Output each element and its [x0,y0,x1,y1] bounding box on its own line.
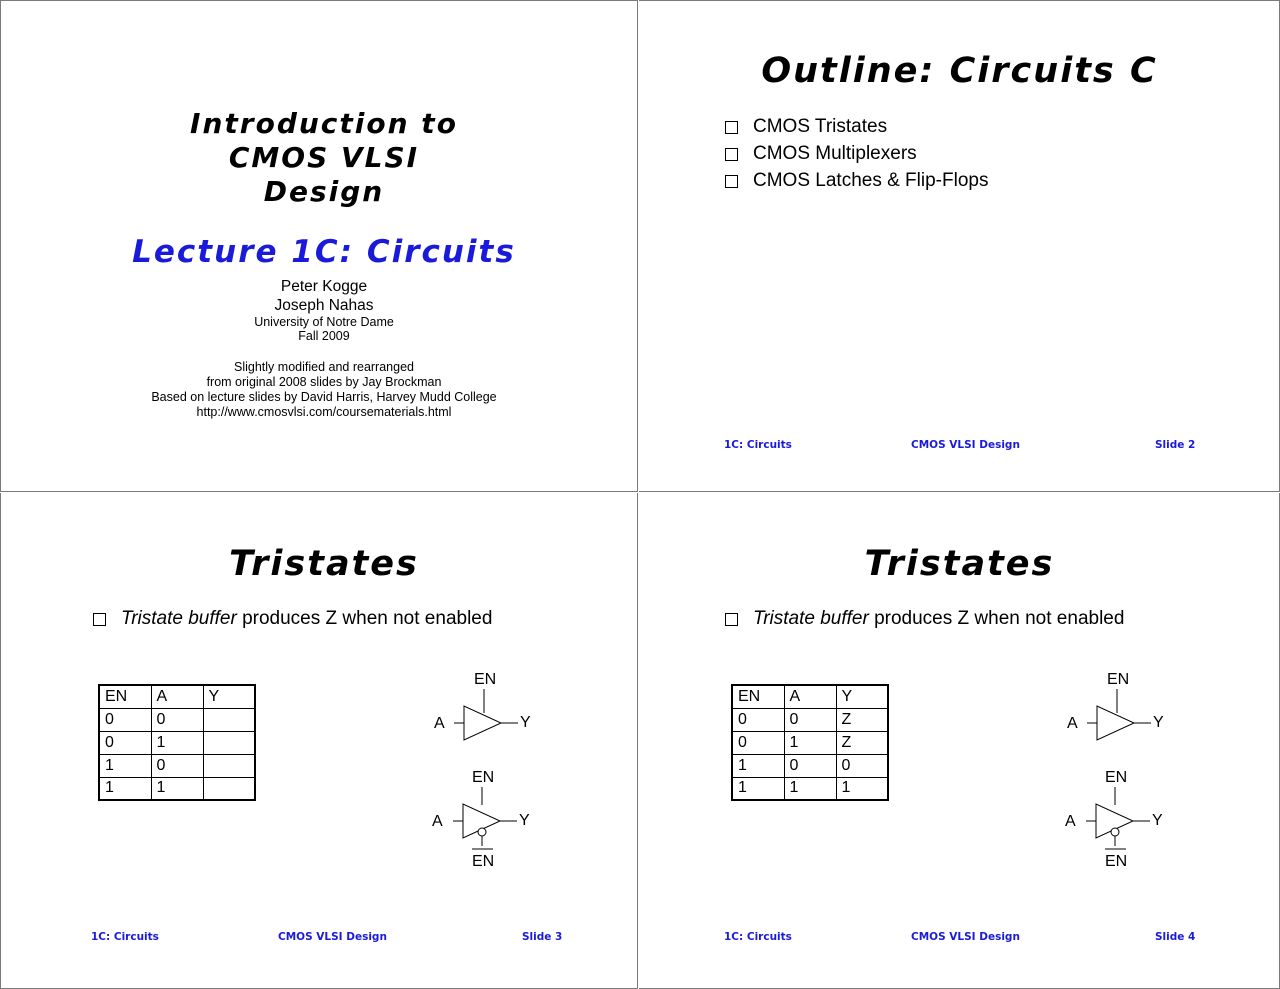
truth-table [731,684,889,801]
table-cell: 0 [732,708,784,731]
buffer-triangle-icon [464,706,501,740]
bullet-item [725,608,1124,630]
table-cell: 1 [99,777,151,800]
en-label: EN [1105,769,1128,786]
table-row [732,777,888,800]
footer-right: Slide 2 [1155,439,1196,451]
table-cell: Z [836,731,888,754]
table-cell: 1 [151,777,203,800]
a-label: A [434,715,445,732]
checkbox-bullet-icon [725,613,738,626]
table-cell: 1 [836,777,888,800]
table-cell: 1 [151,731,203,754]
table-cell: 1 [732,754,784,777]
header-cell: EN [99,685,151,708]
inversion-bubble-icon [1111,828,1119,836]
footer-right: Slide 3 [522,931,563,943]
credit-line-1: Slightly modified and rearranged [234,360,414,374]
table-cell: 0 [151,708,203,731]
bullet-item [725,170,988,192]
checkbox-bullet-icon [725,148,738,161]
table-row [99,777,255,800]
bullet-rest: produces Z when not enabled [868,608,1125,629]
table-row [732,731,888,754]
tristate-symbols [421,668,551,873]
slide-2-outline [639,0,1280,492]
credit-line-3: Based on lecture slides by David Harris, Harvey Mudd College [151,390,497,404]
inversion-bubble-icon [478,828,486,836]
table-header-row [732,685,888,708]
author-1: Peter Kogge [280,278,368,295]
header-cell: Y [203,685,255,708]
y-label: Y [1152,812,1163,829]
bullet-text [121,608,492,630]
table-cell [203,708,255,731]
slide-title: Outline: Circuits C [761,51,1158,91]
table-row [732,708,888,731]
slide-title: Tristates [229,544,419,584]
table-cell: 1 [99,754,151,777]
footer-right: Slide 4 [1155,931,1196,943]
footer-center: CMOS VLSI Design [278,931,387,943]
tristate-symbols [1054,668,1184,873]
bullet-text: CMOS Multiplexers [753,143,917,164]
university: University of Notre Dame [254,315,394,329]
course-title-line-2: CMOS VLSI [228,141,420,174]
checkbox-bullet-icon [725,175,738,188]
credit-line-4: http://www.cmosvlsi.com/coursematerials.html [196,405,452,419]
table-cell: 0 [99,731,151,754]
table-cell: 0 [732,731,784,754]
en-bar-label: EN [1105,853,1128,870]
header-cell: A [151,685,203,708]
footer-center: CMOS VLSI Design [911,439,1020,451]
a-label: A [1065,813,1076,830]
table-cell: 0 [836,754,888,777]
checkbox-bullet-icon [725,121,738,134]
lecture-title: Lecture 1C: Circuits [132,234,516,270]
a-label: A [432,813,443,830]
header-cell: A [784,685,836,708]
bullet-italic: Tristate buffer [121,608,237,629]
en-label: EN [1107,671,1130,688]
footer-left: 1C: Circuits [724,439,792,451]
a-label: A [1067,715,1078,732]
course-title [1,107,647,209]
slide-4-tristates [639,493,1280,989]
table-cell: 1 [784,731,836,754]
table-row [99,754,255,777]
bullet-rest: produces Z when not enabled [236,608,493,629]
y-label: Y [1153,714,1164,731]
course-title-line-3: Design [263,175,385,208]
table-cell: 0 [151,754,203,777]
credit-line-2: from original 2008 slides by Jay Brockman [206,375,442,389]
y-label: Y [519,812,530,829]
table-header-row [99,685,255,708]
bullet-italic: Tristate buffer [753,608,869,629]
table-cell [203,754,255,777]
course-title-line-1: Introduction to [190,107,458,140]
table-cell: Z [836,708,888,731]
bullet-item [725,116,887,138]
table-cell [203,731,255,754]
table-cell: 1 [732,777,784,800]
bullet-text: CMOS Latches & Flip-Flops [753,170,989,191]
checkbox-bullet-icon [93,613,106,626]
table-row [99,731,255,754]
table-cell: 1 [784,777,836,800]
bullet-text: CMOS Tristates [753,116,888,137]
table-cell: 0 [784,754,836,777]
bullet-item [725,143,917,165]
author-2: Joseph Nahas [274,297,374,314]
slide-title: Tristates [864,544,1055,584]
table-cell: 0 [784,708,836,731]
footer-center: CMOS VLSI Design [911,931,1020,943]
term: Fall 2009 [298,329,350,343]
slide-3-tristates [0,493,638,989]
en-label: EN [474,671,497,688]
en-label: EN [472,769,495,786]
table-row [99,708,255,731]
en-bar-label: EN [472,853,495,870]
table-cell [203,777,255,800]
header-cell: Y [836,685,888,708]
y-label: Y [520,714,531,731]
bullet-item [93,608,492,630]
buffer-triangle-icon [1097,706,1134,740]
table-row [732,754,888,777]
truth-table [98,684,256,801]
footer-left: 1C: Circuits [91,931,159,943]
header-cell: EN [732,685,784,708]
footer-left: 1C: Circuits [724,931,792,943]
table-cell: 0 [99,708,151,731]
slide-1-title [0,0,638,492]
bullet-text [753,608,1124,630]
